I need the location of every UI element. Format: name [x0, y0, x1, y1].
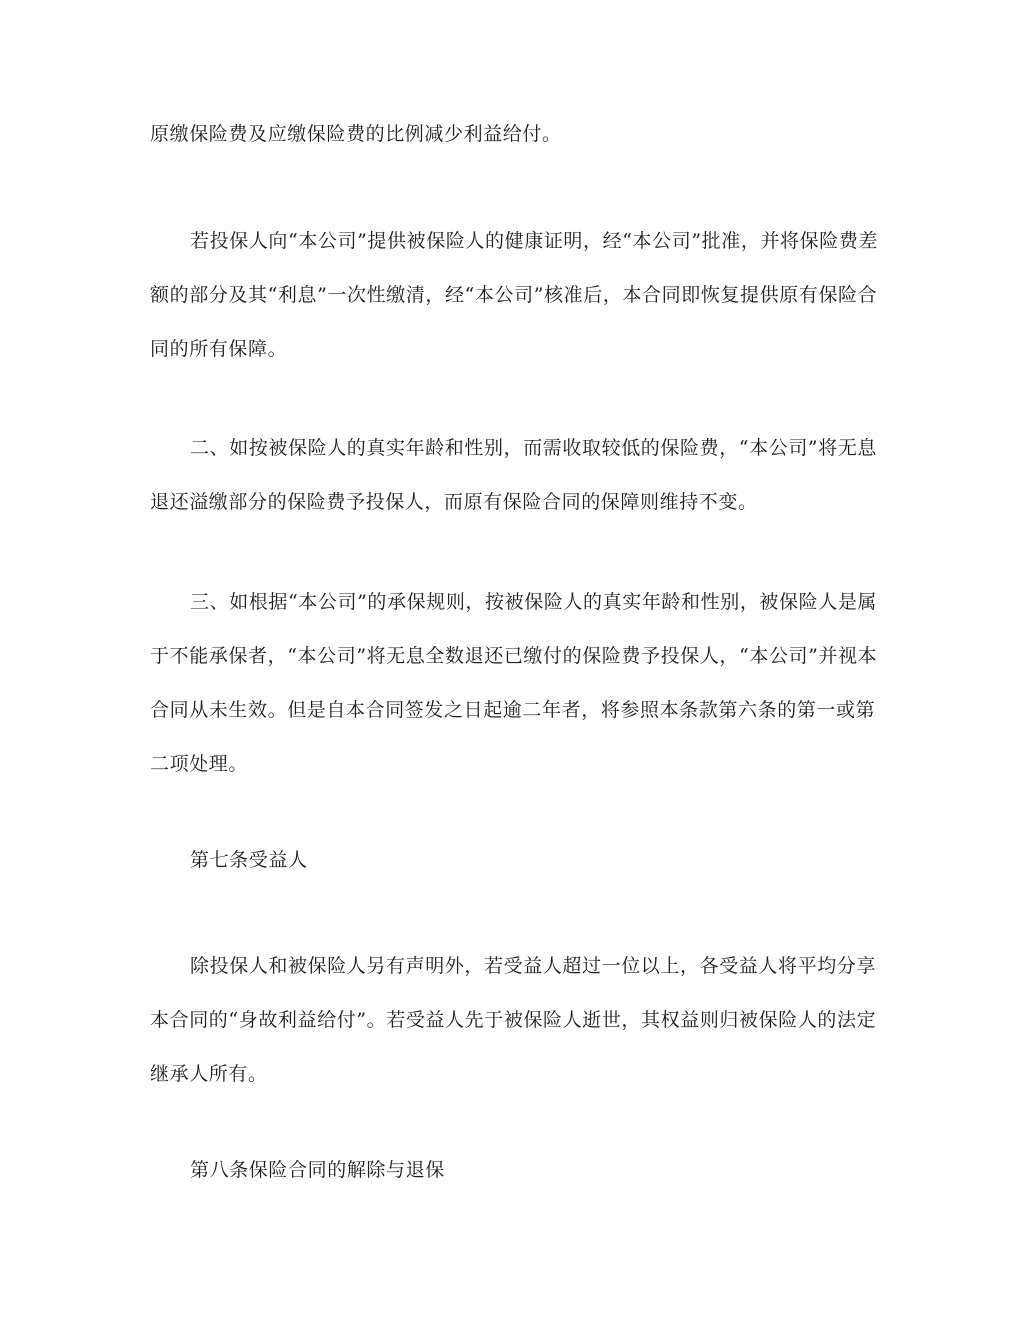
section-heading-article-7: 第七条受益人 — [190, 849, 308, 871]
paragraph-continuation: 原缴保险费及应缴保险费的比例减少利益给付。 — [150, 123, 562, 145]
section-heading-article-8: 第八条保险合同的解除与退保 — [190, 1159, 445, 1181]
paragraph-health-certificate: 若投保人向“本公司”提供被保险人的健康证明，经“本公司”批准，并将保险费差额的部分及其“利息”一次性缴清，经“本公司”核准后，本合同即恢复提供原有保险合同的所有保障。 — [150, 230, 879, 360]
paragraph-item-two: 二、如按被保险人的真实年龄和性别，而需收取较低的保险费，“本公司”将无息退还溢缴部分的保险费予投保人，而原有保险合同的保障则维持不变。 — [150, 437, 878, 513]
paragraph-beneficiary: 除投保人和被保险人另有声明外，若受益人超过一位以上，各受益人将平均分享本合同的“身故利益给付”。若受益人先于被保险人逝世，其权益则归被保险人的法定继承人所有。 — [150, 955, 877, 1085]
paragraph-item-three: 三、如根据“本公司”的承保规则，按被保险人的真实年龄和性别，被保险人是属于不能承保者，“本公司”将无息全数退还已缴付的保险费予投保人，“本公司”并视本合同从未生效。但是自本合同签发之日起逾二年者，将参照本条款第六条的第一或第二项处理。 — [150, 591, 878, 775]
